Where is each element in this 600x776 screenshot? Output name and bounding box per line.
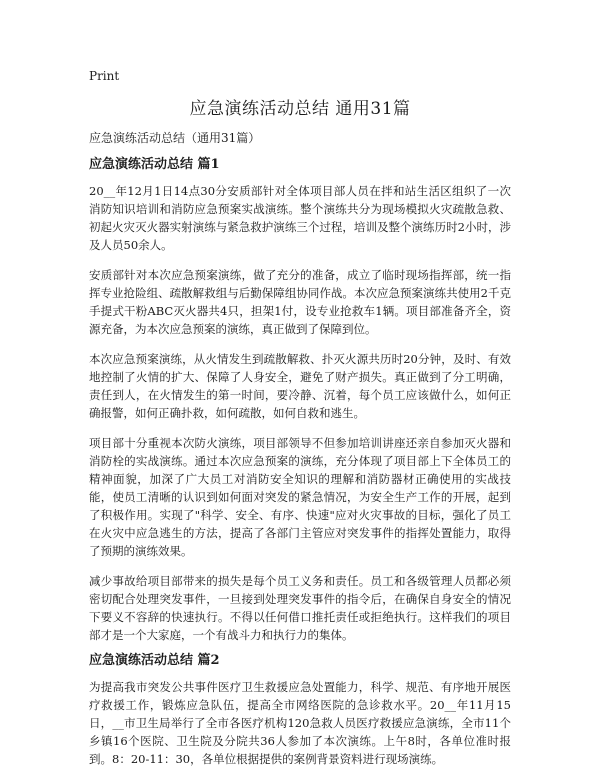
- section-heading: 应急演练活动总结 篇2: [89, 653, 220, 668]
- page-title: 应急演练活动总结 通用31篇: [189, 99, 411, 119]
- paragraph: 安质部针对本次应急预案演练，做了充分的准备，成立了临时现场指挥部，统一指挥专业抢险组、疏散解救组与后勤保障组协同作战。本次应急预案演练共使用2千克手提式干粉ABC灭火器共4只，担架1付，设专业抢救车1辆。项目部准备齐全，资源充备，为本次应急预案的演练，真正做到了保障到位。: [89, 268, 511, 336]
- section-1: [89, 156, 511, 644]
- paragraph: 为提高我市突发公共事件医疗卫生救援应急处置能力，科学、规范、有序地开展医疗救援工作，锻炼应急队伍，提高全市网络医院的急诊救水平。20__年11月15日，__市卫生局举行了全市各医疗机构120急救人员医疗救援应急演练，全市11个乡镇16个医院、卫生院及分院共36人参加了本次演练。上午8时，各单位准时报到。8：20-11：30，各单位根据提供的案例背景资料进行现场演练。: [89, 680, 511, 766]
- paragraph: 20__年12月1日14点30分安质部针对全体项目部人员在拌和站生活区组织了一次消防知识培训和消防应急预案实战演练。整个演练共分为现场模拟火灾疏散急救、初起火灾灭火器实射演练与紧急救护演练三个过程，培训及整个演练历时2小时，涉及人员50余人。: [89, 184, 511, 252]
- paragraph: 项目部十分重视本次防火演练，项目部领导不但参加培训讲座还亲自参加灭火器和消防栓的实战演练。通过本次应急预案的演练，充分体现了项目部上下全体员工的精神面貌，加深了广大员工对消防安全知识的理解和消防器材正确使用的实战技能，使员工清晰的认识到如何面对突发的紧急情况，为安全生产工作的开展，起到了积极作用。实现了"科学、安全、有序、快速"应对火灾事故的目标，强化了员工在火灾中应急逃生的方法，提高了各部门主管应对突发事件的指挥处置能力，取得了预期的演练效果。: [89, 436, 511, 558]
- document-subtitle: 应急演练活动总结（通用31篇）: [89, 131, 261, 145]
- section-heading: 应急演练活动总结 篇1: [89, 157, 220, 172]
- print-link[interactable]: Print: [89, 69, 120, 83]
- paragraph: 减少事故给项目部带来的损失是每个员工义务和责任。员工和各级管理人员都必须密切配合处理突发事件，一旦接到处理突发事件的指令后，在确保自身安全的情况下要义不容辞的快速执行。不得以任何借口推托责任或拒绝执行。这样我们的项目部才是一个大家庭，一个有战斗力和执行力的集体。: [89, 574, 511, 642]
- paragraph: 本次应急预案演练，从火情发生到疏散解救、扑灭火源共历时20分钟，及时、有效地控制了火情的扩大、保障了人身安全，避免了财产损失。真正做到了分工明确，责任到人，在火情发生的第一时间，要冷静、沉着，每个员工应该做什么，如何正确报警，如何正确扑救，如何疏散，如何自救和逃生。: [89, 352, 511, 420]
- section-2: [89, 652, 511, 768]
